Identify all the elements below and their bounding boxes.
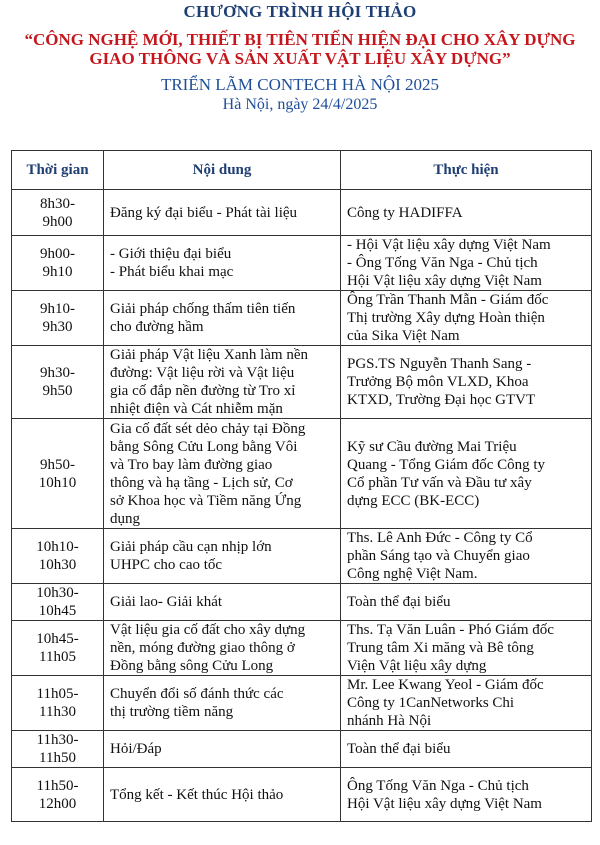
column-header-exec: Thực hiện — [341, 151, 592, 190]
cell-line: Trưởng Bộ môn VLXD, Khoa — [347, 374, 529, 390]
cell-line: 9h30- — [40, 365, 75, 381]
cell-line: thị trường tiềm năng — [110, 704, 234, 720]
cell-line: Cổ phần Tư vấn và Đầu tư xây — [347, 474, 532, 491]
cell-line: Ths. Tạ Văn Luân - Phó Giám đốc — [347, 622, 554, 638]
content-cell — [104, 190, 341, 236]
time-cell — [12, 346, 104, 419]
cell-line: Công nghệ Việt Nam. — [347, 566, 478, 582]
program-table — [11, 150, 592, 822]
exec-cell — [341, 236, 592, 291]
event-date: Hà Nội, ngày 24/4/2025 — [222, 96, 378, 113]
cell-line: 10h30- — [36, 585, 79, 601]
cell-line: Ths. Lê Anh Đức - Công ty Cổ — [347, 530, 533, 546]
cell-line: Công ty HADIFFA — [347, 204, 463, 221]
table-row — [12, 676, 592, 731]
time-cell — [12, 291, 104, 346]
cell-line: - Ông Tống Văn Nga - Chủ tịch — [347, 255, 538, 271]
column-header-content: Nội dung — [104, 151, 341, 190]
exec-cell — [341, 731, 592, 768]
table-row — [12, 529, 592, 584]
cell-line: 11h05 — [39, 649, 76, 665]
time-cell — [12, 731, 104, 768]
cell-line: 11h05- — [36, 686, 79, 702]
topic-line: GIAO THÔNG VÀ SẢN XUẤT VẬT LIỆU XÂY DỰNG” — [89, 49, 511, 68]
cell-line: Toàn thể đại biểu — [347, 741, 451, 757]
cell-line: KTXD, Trường Đại học GTVT — [347, 392, 536, 408]
topic-line: “CÔNG NGHỆ MỚI, THIẾT BỊ TIÊN TIẾN HIỆN ĐẠI CHO XÂY DỰNG — [24, 30, 576, 49]
table-row — [12, 584, 592, 621]
cell-line: và Tro bay làm đường giao — [110, 456, 273, 473]
cell-line: của Sika Việt Nam — [347, 328, 460, 344]
cell-line: 9h30 — [42, 319, 73, 335]
cell-line: 9h10- — [40, 301, 75, 317]
exec-cell — [341, 346, 592, 419]
cell-line: 10h10 — [38, 474, 77, 491]
time-cell — [12, 621, 104, 676]
cell-line: 10h45- — [36, 631, 79, 647]
time-cell — [12, 419, 104, 529]
cell-line: 9h00 — [42, 213, 73, 230]
cell-line: - Giới thiệu đại biểu — [110, 246, 232, 262]
cell-line: sở Khoa học và Tiềm năng Ứng — [110, 492, 302, 509]
cell-line: Công ty 1CanNetworks Chi — [347, 695, 515, 711]
exec-cell — [341, 291, 592, 346]
time-cell — [12, 584, 104, 621]
cell-line: Tổng kết - Kết thúc Hội thảo — [110, 786, 284, 803]
cell-line: PGS.TS Nguyễn Thanh Sang - — [347, 356, 532, 372]
cell-line: 8h30- — [40, 195, 75, 212]
cell-line: Kỹ sư Cầu đường Mai Triệu — [347, 438, 517, 455]
cell-line: Hội Vật liệu xây dựng Việt Nam — [347, 795, 542, 812]
cell-line: Toàn thể đại biểu — [347, 594, 451, 610]
content-cell — [104, 346, 341, 419]
cell-line: Giải pháp cầu cạn nhịp lớn — [110, 539, 272, 555]
time-cell — [12, 768, 104, 822]
cell-line: 9h10 — [42, 264, 73, 280]
content-cell — [104, 584, 341, 621]
content-cell — [104, 731, 341, 768]
table-row — [12, 621, 592, 676]
content-cell — [104, 291, 341, 346]
cell-line: Giải pháp Vật liệu Xanh làm nền — [110, 347, 309, 363]
exec-cell — [341, 419, 592, 529]
cell-line: cho đường hầm — [110, 319, 204, 335]
table-header-row — [12, 151, 592, 190]
content-cell — [104, 419, 341, 529]
cell-line: nhánh Hà Nội — [347, 713, 432, 729]
exec-cell — [341, 768, 592, 822]
exec-cell — [341, 676, 592, 731]
table-row — [12, 190, 592, 236]
cell-line: - Hội Vật liệu xây dựng Việt Nam — [347, 237, 551, 253]
cell-line: nhiệt điện và Cát nhiễm mặn — [110, 401, 283, 417]
cell-line: Viện Vật liệu xây dựng — [347, 658, 487, 674]
column-header-time: Thời gian — [12, 151, 104, 190]
time-cell — [12, 236, 104, 291]
time-cell — [12, 676, 104, 731]
cell-line: 11h30- — [36, 732, 79, 748]
cell-line: 12h00 — [38, 795, 77, 812]
table-row — [12, 346, 592, 419]
content-cell — [104, 529, 341, 584]
cell-line: Chuyển đổi số đánh thức các — [110, 686, 284, 702]
content-cell — [104, 768, 341, 822]
cell-line: Đồng bằng sông Cửu Long — [110, 658, 274, 674]
cell-line: Trung tâm Xi măng và Bê tông — [347, 640, 534, 656]
cell-line: Quang - Tổng Giám đốc Công ty — [347, 456, 546, 473]
topic-title — [0, 30, 600, 68]
table-row — [12, 291, 592, 346]
cell-line: 11h50- — [36, 777, 79, 794]
table-body — [12, 190, 592, 822]
cell-line: Thị trường Xây dựng Hoàn thiện — [347, 310, 545, 326]
cell-line: Giải pháp chống thấm tiên tiến — [110, 301, 296, 317]
cell-line: 10h10- — [36, 539, 79, 555]
content-cell — [104, 621, 341, 676]
table-row — [12, 236, 592, 291]
cell-line: 9h50- — [40, 456, 75, 473]
cell-line: dụng — [110, 510, 140, 527]
content-cell — [104, 676, 341, 731]
cell-line: Mr. Lee Kwang Yeol - Giám đốc — [347, 677, 544, 693]
content-cell — [104, 236, 341, 291]
cell-line: thông và hạ tầng - Lịch sử, Cơ — [110, 474, 293, 491]
cell-line: nền, móng đường giao thông ở — [110, 640, 295, 656]
exec-cell — [341, 584, 592, 621]
time-cell — [12, 190, 104, 236]
cell-line: Giải lao- Giải khát — [110, 594, 223, 610]
cell-line: 10h30 — [38, 557, 77, 573]
cell-line: Hội Vật liệu xây dựng Việt Nam — [347, 273, 542, 289]
event-name: TRIỂN LÃM CONTECH HÀ NỘI 2025 — [160, 75, 440, 94]
cell-line: Hỏi/Đáp — [110, 741, 162, 757]
program-title: CHƯƠNG TRÌNH HỘI THẢO — [183, 2, 417, 21]
table-row — [12, 419, 592, 529]
table-row — [12, 768, 592, 822]
cell-line: 10h45 — [38, 603, 77, 619]
time-cell — [12, 529, 104, 584]
cell-line: 11h30 — [39, 704, 76, 720]
cell-line: gia cố đắp nền đường từ Tro xỉ — [110, 383, 296, 399]
exec-cell — [341, 621, 592, 676]
cell-line: dựng ECC (BK-ECC) — [347, 492, 480, 509]
cell-line: bằng Sông Cửu Long bằng Vôi — [110, 438, 298, 455]
table-row — [12, 731, 592, 768]
cell-line: Vật liệu gia cố đất cho xây dựng — [110, 622, 306, 638]
exec-cell — [341, 529, 592, 584]
cell-line: Đăng ký đại biểu - Phát tài liệu — [110, 204, 298, 221]
cell-line: Gia cố đất sét dẻo chảy tại Đồng — [110, 420, 306, 437]
cell-line: phần Sáng tạo và Chuyển giao — [347, 548, 530, 564]
cell-line: 11h50 — [39, 750, 76, 766]
cell-line: 9h00- — [40, 246, 75, 262]
cell-line: UHPC cho cao tốc — [110, 557, 223, 573]
cell-line: Ông Tống Văn Nga - Chủ tịch — [347, 777, 529, 794]
cell-line: Ông Trần Thanh Mẫn - Giám đốc — [347, 292, 549, 308]
cell-line: đường: Vật liệu rời và Vật liệu — [110, 365, 295, 381]
document-header — [0, 2, 600, 114]
cell-line: 9h50 — [42, 383, 73, 399]
exec-cell — [341, 190, 592, 236]
cell-line: - Phát biểu khai mạc — [110, 264, 234, 280]
